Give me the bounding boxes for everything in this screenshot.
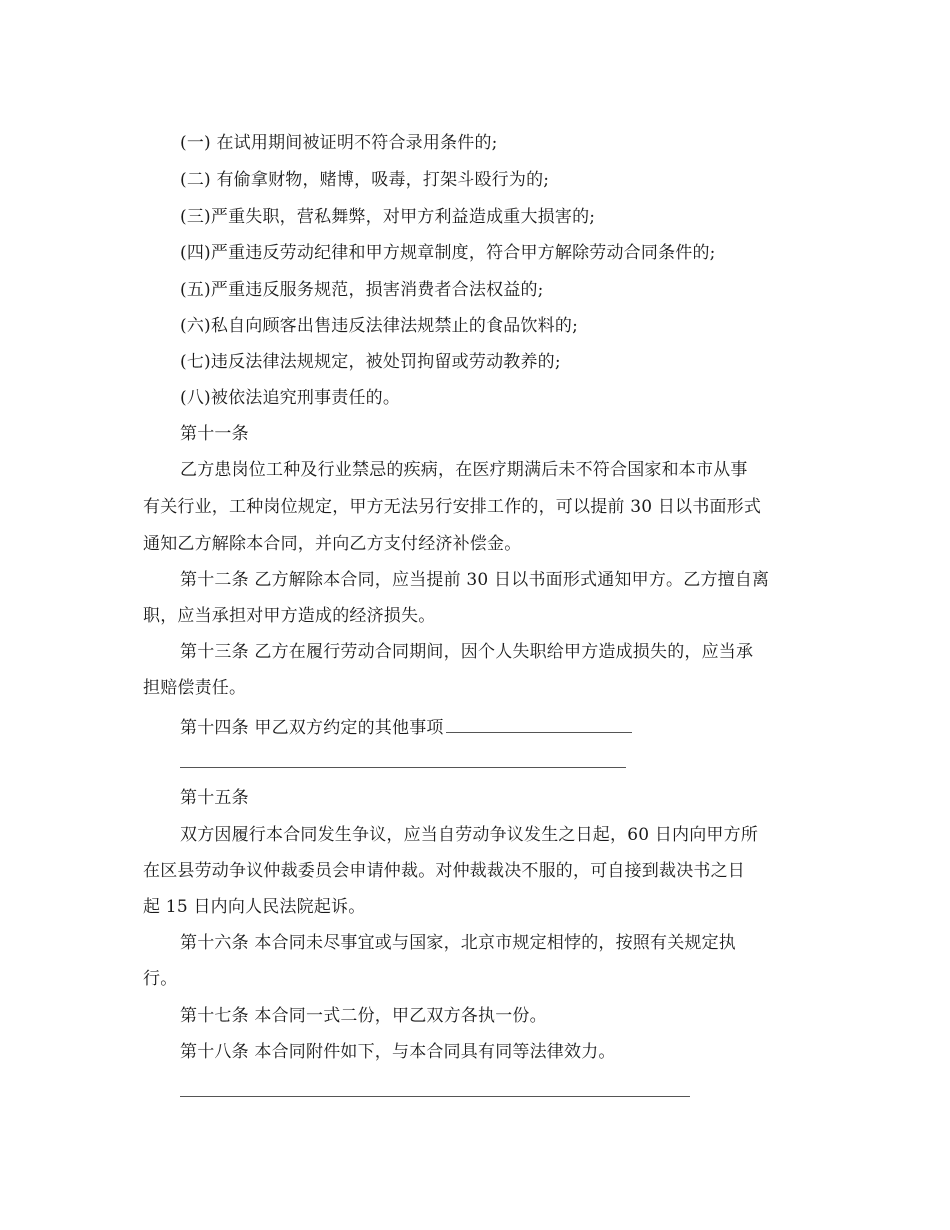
article-16-line: 行。 (143, 969, 178, 989)
clause-item: (二) 有偷拿财物，赌博，吸毒，打架斗殴行为的; (180, 170, 550, 190)
article-11-line: 有关行业，工种岗位规定，甲方无法另行安排工作的，可以提前 30 日以书面形式 (143, 497, 762, 517)
fill-in-blank-line (446, 716, 632, 733)
clause-item: (四)严重违反劳动纪律和甲方规章制度，符合甲方解除劳动合同条件的; (180, 243, 716, 263)
article-15-line: 双方因履行本合同发生争议，应当自劳动争议发生之日起，60 日内向甲方所 (180, 825, 759, 845)
article-17-line: 第十七条 本合同一式二份，甲乙双方各执一份。 (180, 1006, 547, 1026)
article-14-line (180, 716, 632, 738)
article-13-line: 第十三条 乙方在履行劳动合同期间，因个人失职给甲方造成损失的，应当承 (180, 642, 754, 662)
article-18-line: 第十八条 本合同附件如下，与本合同具有同等法律效力。 (180, 1042, 616, 1062)
article-14-text: 第十四条 甲乙双方约定的其他事项 (180, 718, 444, 738)
article-12-line: 第十二条 乙方解除本合同，应当提前 30 日以书面形式通知甲方。乙方擅自离 (180, 570, 770, 590)
clause-item: (三)严重失职，营私舞弊，对甲方利益造成重大损害的; (180, 207, 596, 227)
article-11-line: 通知乙方解除本合同，并向乙方支付经济补偿金。 (143, 534, 522, 554)
fill-in-blank-line (180, 1096, 690, 1097)
article-13-line: 担赔偿责任。 (143, 678, 247, 698)
clause-item: (八)被依法追究刑事责任的。 (180, 388, 401, 408)
clause-item: (七)违反法律法规规定，被处罚拘留或劳动教养的; (180, 352, 561, 372)
article-15-line: 在区县劳动争议仲裁委员会申请仲裁。对仲裁裁决不服的，可自接到裁决书之日 (143, 861, 745, 881)
clause-item: (一) 在试用期间被证明不符合录用条件的; (180, 133, 498, 153)
clause-item: (六)私自向顾客出售违反法律法规禁止的食品饮料的; (180, 316, 578, 336)
article-16-line: 第十六条 本合同未尽事宜或与国家，北京市规定相悖的，按照有关规定执 (180, 933, 737, 953)
clause-item: (五)严重违反服务规范，损害消费者合法权益的; (180, 280, 544, 300)
article-15-line: 起 15 日内向人民法院起诉。 (143, 897, 366, 917)
article-11-line: 乙方患岗位工种及行业禁忌的疾病，在医疗期满后未不符合国家和本市从事 (180, 460, 748, 480)
article-15-title: 第十五条 (180, 788, 249, 808)
article-11-title: 第十一条 (180, 424, 249, 444)
article-12-line: 职，应当承担对甲方造成的经济损失。 (143, 606, 436, 626)
fill-in-blank-line (180, 767, 626, 768)
